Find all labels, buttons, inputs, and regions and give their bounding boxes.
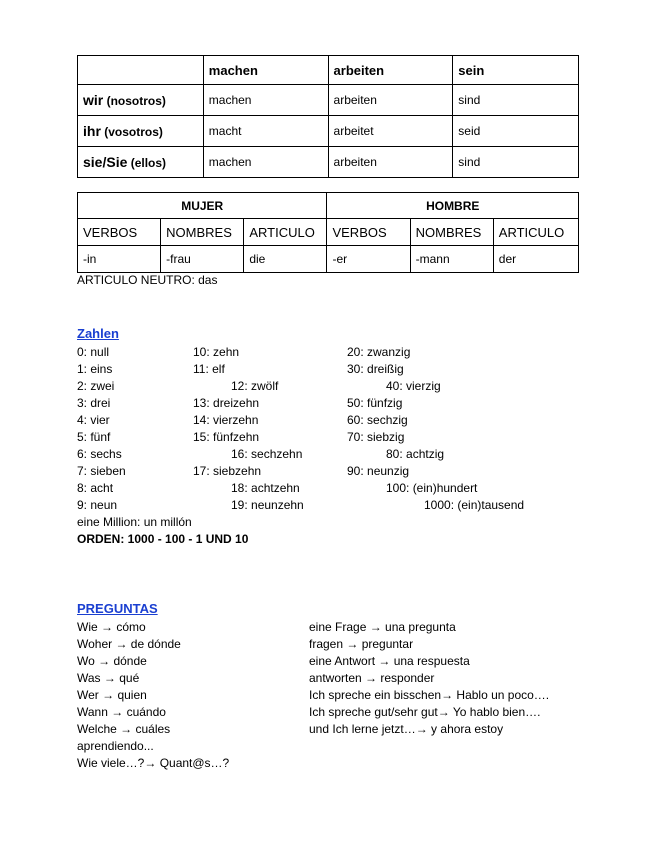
phrase-item: fragen → preguntar: [309, 637, 414, 651]
table-cell: -in: [78, 246, 161, 273]
number-item: 30: dreißig: [347, 362, 404, 376]
table-cell: sind: [453, 147, 579, 178]
number-item: 9: neun: [77, 498, 118, 512]
phrase-item: und Ich lerne jetzt…→ y ahora estoy: [309, 722, 504, 736]
number-item: 100: (ein)hundert: [386, 481, 478, 495]
table-cell: machen: [203, 85, 328, 116]
phrase-item: antworten → responder: [309, 671, 435, 685]
number-item: 80: achtzig: [386, 447, 445, 461]
number-item: 10: zehn: [193, 345, 240, 359]
number-item: 12: zwölf: [231, 379, 279, 393]
phrase-item: eine Antwort → una respuesta: [309, 654, 470, 668]
phrase-item: Ich spreche gut/sehr gut→ Yo hablo bien….: [309, 705, 541, 719]
header-cell: sein: [453, 56, 579, 85]
number-item: 3: drei: [77, 396, 111, 410]
question-word-item: Wie viele…?→ Quant@s…?: [77, 756, 230, 770]
table-cell: sind: [453, 85, 579, 116]
million-line: eine Million: un millón: [77, 515, 192, 529]
table-cell: macht: [203, 116, 328, 147]
neutral-article-note: ARTICULO NEUTRO: das: [77, 273, 218, 287]
number-item: 7: sieben: [77, 464, 126, 478]
number-item: 18: achtzehn: [231, 481, 300, 495]
pronoun: sie/Sie: [83, 154, 128, 170]
table-cell: arbeiten: [328, 85, 453, 116]
number-item: 17: siebzehn: [193, 464, 262, 478]
question-word-item: Wo → dónde: [77, 654, 147, 668]
pronoun-translation: (nosotros): [106, 94, 166, 108]
number-item: 19: neunzehn: [231, 498, 304, 512]
number-item: 6: sechs: [77, 447, 122, 461]
header-cell: arbeiten: [328, 56, 453, 85]
table-cell: machen: [203, 147, 328, 178]
question-word-item: Was → qué: [77, 671, 140, 685]
table-row: [78, 116, 579, 147]
question-word-item: Welche → cuáles: [77, 722, 171, 736]
table-cell: arbeiten: [328, 147, 453, 178]
table-cell: der: [493, 246, 578, 273]
subheader-cell: ARTICULO: [493, 219, 578, 246]
table-group-header-row: [78, 193, 579, 219]
number-item: 1000: (ein)tausend: [424, 498, 525, 512]
verb-conjugation-table: [77, 55, 579, 178]
table-cell: die: [244, 246, 327, 273]
number-item: 11: elf: [193, 362, 225, 376]
number-item: 5: fünf: [77, 430, 111, 444]
question-word-item: Wer → quien: [77, 688, 147, 702]
table-row: [78, 85, 579, 116]
table-subheader-row: [78, 219, 579, 246]
group-header-mujer: MUJER: [78, 193, 327, 219]
number-item: 4: vier: [77, 413, 110, 427]
question-word-item: Wann → cuándo: [77, 705, 166, 719]
pronoun-cell: [78, 147, 204, 178]
pronoun-translation: (ellos): [130, 156, 167, 170]
number-item: 60: sechzig: [347, 413, 408, 427]
question-word-item: Woher → de dónde: [77, 637, 181, 651]
subheader-cell: VERBOS: [78, 219, 161, 246]
number-item: 8: acht: [77, 481, 114, 495]
number-item: 2: zwei: [77, 379, 115, 393]
table-cell: -er: [327, 246, 410, 273]
phrase-item: eine Frage → una pregunta: [309, 620, 456, 634]
number-item: 70: siebzig: [347, 430, 405, 444]
question-word-item: Wie → cómo: [77, 620, 146, 634]
pronoun-cell: [78, 116, 204, 147]
subheader-cell: ARTICULO: [244, 219, 327, 246]
number-item: 0: null: [77, 345, 110, 359]
number-item: 40: vierzig: [386, 379, 441, 393]
subheader-cell: NOMBRES: [161, 219, 244, 246]
table-header-row: [78, 56, 579, 85]
table-cell: seid: [453, 116, 579, 147]
pronoun: wir: [83, 92, 104, 108]
pronoun-cell: [78, 85, 204, 116]
subheader-cell: NOMBRES: [410, 219, 493, 246]
zahlen-heading-link[interactable]: Zahlen: [77, 326, 119, 341]
pronoun-translation: (vosotros): [104, 125, 163, 139]
table-cell: -frau: [161, 246, 244, 273]
subheader-cell: VERBOS: [327, 219, 410, 246]
gender-suffix-table: [77, 192, 579, 273]
number-item: 16: sechzehn: [231, 447, 303, 461]
number-order-rule: ORDEN: 1000 - 100 - 1 UND 10: [77, 532, 249, 546]
number-item: 13: dreizehn: [193, 396, 260, 410]
pronoun: ihr: [83, 123, 101, 139]
number-item: 14: vierzehn: [193, 413, 259, 427]
header-cell: [78, 56, 204, 85]
number-item: 20: zwanzig: [347, 345, 411, 359]
table-row: [78, 147, 579, 178]
number-item: 90: neunzig: [347, 464, 410, 478]
table-cell: -mann: [410, 246, 493, 273]
number-item: 1: eins: [77, 362, 113, 376]
table-row: [78, 246, 579, 273]
table-cell: arbeitet: [328, 116, 453, 147]
group-header-hombre: HOMBRE: [327, 193, 579, 219]
preguntas-heading-link[interactable]: PREGUNTAS: [77, 601, 158, 616]
question-word-item: aprendiendo...: [77, 739, 154, 753]
number-item: 50: fünfzig: [347, 396, 403, 410]
header-cell: machen: [203, 56, 328, 85]
number-item: 15: fünfzehn: [193, 430, 260, 444]
phrase-item: Ich spreche ein bisschen→ Hablo un poco….: [309, 688, 550, 702]
